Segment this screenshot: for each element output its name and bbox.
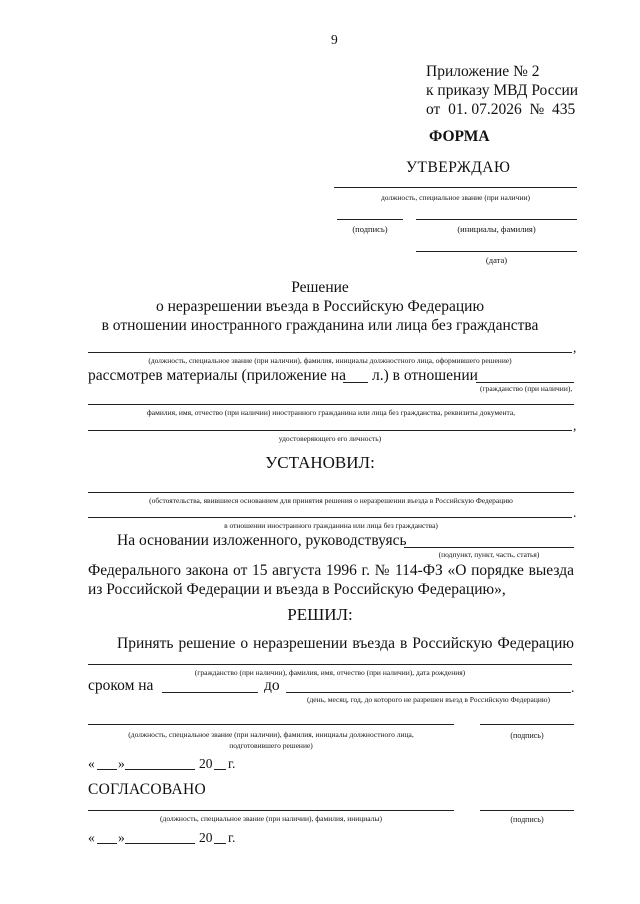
- person-full-line: [88, 664, 572, 665]
- appendix-number-sign: №: [529, 101, 545, 118]
- approve-position-line: [334, 187, 577, 188]
- appendix-title: Приложение № 2: [426, 63, 540, 80]
- date-year-line: [214, 769, 226, 770]
- decision-title: Решение: [291, 279, 349, 296]
- preparer-signature-caption: (подпись): [510, 731, 544, 740]
- until-label: до: [264, 677, 280, 694]
- until-dot: .: [571, 680, 575, 695]
- term-line: [162, 692, 258, 693]
- decision-subtitle-2: в отношении иностранного гражданина или лица без гражданства: [101, 317, 539, 334]
- date-month-line: [125, 769, 195, 770]
- person-line: [88, 404, 574, 405]
- approve-date-line: [416, 251, 577, 252]
- date2-close-quote: »: [118, 830, 125, 845]
- accept-text: Принять решение о неразрешении въезда в Российскую Федерацию: [117, 635, 574, 652]
- approve-title: УТВЕРЖДАЮ: [406, 159, 511, 176]
- date2-year-prefix: 20: [199, 830, 213, 845]
- official-comma: ,: [573, 340, 577, 355]
- appendix-number: 435: [552, 101, 576, 118]
- preparer-signature-line: [480, 724, 574, 725]
- appendix-date-line: [426, 102, 575, 118]
- pages-count-line: [343, 382, 368, 383]
- date-year-prefix: 20: [199, 756, 213, 771]
- until-caption: (день, месяц, год, до которого не разрешен въезд в Российскую Федерацию): [306, 695, 551, 704]
- decision-subtitle-1: о неразрешении въезда в Российскую Федерацию: [155, 298, 485, 315]
- date-close-quote: »: [118, 756, 125, 771]
- until-line: [286, 692, 571, 693]
- date-open-quote: «: [88, 756, 95, 771]
- identity-caption: удостоверяющего его личность): [278, 434, 382, 443]
- page-number: 9: [331, 32, 338, 47]
- date2-year-line: [214, 843, 226, 844]
- date-day-line: [97, 769, 117, 770]
- identity-line: [88, 430, 572, 431]
- circumstances-line: [88, 492, 574, 493]
- agreed-caption: (должность, специальное звание (при наличии), фамилия, инициалы): [160, 814, 382, 823]
- date2-day-line: [97, 843, 117, 844]
- considered-mid-text: л.) в отношении: [372, 367, 478, 384]
- approve-date-caption: (дата): [485, 255, 508, 265]
- circumstances-caption-2: в отношении иностранного гражданина или лица без гражданства): [224, 521, 438, 530]
- citizenship-caption: (гражданство (при наличии),: [480, 384, 573, 393]
- considered-text: рассмотрев материалы (приложение на: [88, 367, 346, 384]
- law-text-1: Федерального закона от 15 августа 1996 г. № 114-ФЗ «О порядке выезда: [88, 562, 574, 579]
- term-label: сроком на: [88, 677, 154, 694]
- appendix-order: к приказу МВД России: [426, 82, 579, 99]
- date2-year-suffix: г.: [228, 830, 236, 845]
- preparer-caption: (должность, специальное звание (при наличии), фамилия, инициалы должностного лица,: [128, 730, 414, 739]
- agreed-signature-caption: (подпись): [510, 815, 544, 824]
- date-year-suffix: г.: [228, 756, 236, 771]
- approve-signature-caption: (подпись): [352, 224, 388, 234]
- approve-position-caption: должность, специальное звание (при наличии): [380, 193, 530, 202]
- guided-text: На основании изложенного, руководствуясь: [117, 532, 407, 549]
- approve-initials-caption: (инициалы, фамилия): [457, 224, 536, 234]
- article-caption: (подпункт, пункт, часть, статья): [438, 550, 540, 559]
- approve-signature-line: [337, 219, 403, 220]
- circumstances-caption: (обстоятельства, явившиеся основанием для принятия решения о неразрешении въезда в Российскую Федерацию: [149, 496, 513, 505]
- article-line: [404, 547, 574, 548]
- approve-initials-line: [416, 219, 577, 220]
- decided-heading: РЕШИЛ:: [287, 605, 353, 624]
- agreed-signature-line: [480, 810, 574, 811]
- circumstances-dot: .: [573, 505, 577, 520]
- date2-open-quote: «: [88, 830, 95, 845]
- law-text-2: из Российской Федерации и въезда в Российскую Федерацию»,: [88, 581, 506, 598]
- circumstances-line-2: [88, 517, 572, 518]
- person-caption: фамилия, имя, отчество (при наличии) иностранного гражданина или лица без гражданства, реквизиты документа,: [146, 408, 516, 417]
- established-heading: УСТАНОВИЛ:: [265, 453, 375, 472]
- appendix-date: 01. 07.2026: [448, 101, 522, 118]
- person-full-caption: (гражданство (при наличии), фамилия, имя, отчество (при наличии), дата рождения): [194, 668, 466, 677]
- official-line: [88, 352, 572, 353]
- appendix-date-prefix: от: [426, 101, 441, 118]
- agreed-line: [88, 810, 454, 811]
- date2-month-line: [125, 843, 195, 844]
- official-caption: (должность, специальное звание (при наличии), фамилия, инициалы должностного лица, оформившего решение): [148, 356, 512, 365]
- preparer-line: [88, 724, 454, 725]
- citizenship-line: [476, 382, 574, 383]
- identity-comma: ,: [573, 418, 577, 433]
- form-label: ФОРМА: [429, 128, 490, 145]
- agreed-heading: СОГЛАСОВАНО: [88, 781, 207, 798]
- preparer-caption-2: подготовившего решение): [229, 741, 313, 750]
